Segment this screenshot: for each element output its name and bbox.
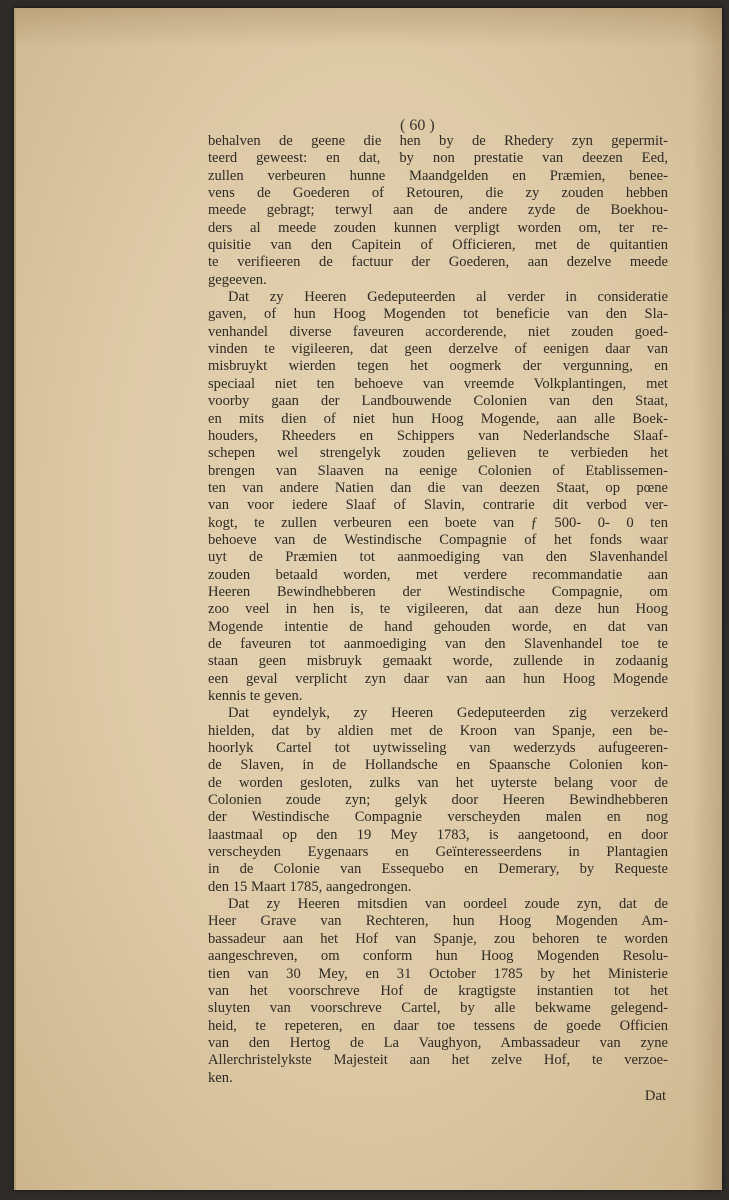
text-line: speciaal niet ten behoeve van vreemde Volkplantingen, met <box>208 375 668 392</box>
text-line: quisitie van den Capitein of Officieren, met de quitantien <box>208 237 668 254</box>
text-line: zouden betaald worden, met verdere recommandatie aan <box>208 566 668 583</box>
text-line: voorby gaan der Landbouwende Colonien van den Staat, <box>208 393 668 410</box>
text-line: en mits dien of niet hun Hoog Mogende, aan alle Boek- <box>208 410 668 427</box>
text-line: Heeren Bewindhebberen der Westindische Compagnie, om <box>208 583 668 600</box>
text-line: hielden, dat by aldien met de Kroon van Spanje, een be- <box>208 722 668 739</box>
text-line: ken. <box>208 1069 233 1086</box>
text-line: Heer Grave van Rechteren, hun Hoog Mogenden Am- <box>208 913 668 930</box>
text-line: van het voorschreve Hof de kragtigste instantien tot het <box>208 982 668 999</box>
text-line: in de Colonie van Essequebo en Demerary, by Requeste <box>208 861 668 878</box>
text-line: vens de Goederen of Retouren, die zy zouden hebben <box>208 185 668 202</box>
text-line: de faveuren tot aanmoediging van den Slavenhandel toe te <box>208 635 668 652</box>
text-line: gaven, of hun Hoog Mogenden tot beneficie van den Sla- <box>208 306 668 323</box>
text-line: zullen verbeuren hunne Maandgelden en Præmien, benee- <box>208 167 668 184</box>
text-line: heid, te repeteren, en daar toe tessens de goede Officien <box>208 1017 668 1034</box>
text-line: misbruykt wierden tegen het oogmerk der vergunning, en <box>208 358 668 375</box>
text-line: behoeve van de Westindische Compagnie of het fonds waar <box>208 531 668 548</box>
text-line: uyt de Præmien tot aanmoediging van den Slavenhandel <box>208 549 668 566</box>
text-line: verscheyden Eygenaars en Geïnteresseerdens in Plantagien <box>208 844 668 861</box>
text-line: de Slaven, in de Hollandsche en Spaansche Colonien kon- <box>208 757 668 774</box>
body-text <box>208 133 668 1087</box>
text-line: ders al meede zouden kunnen verpligt worden om, ter re- <box>208 219 668 236</box>
text-line: te verifieeren de factuur der Goederen, aan dezelve meede <box>208 254 668 271</box>
text-line: zoo veel in hen is, te vigileeren, dat aan deze hun Hoog <box>208 601 668 618</box>
text-line: Dat zy Heeren Gedeputeerden al verder in consideratie <box>228 289 668 306</box>
paper-stain-top <box>16 8 722 48</box>
text-line: een geval verplicht zyn daar van aan hun Hoog Mogende <box>208 670 668 687</box>
text-line: teerd geweest: en dat, by non prestatie van deezen Eed, <box>208 150 668 167</box>
text-line: venhandel diverse faveuren accorderende, niet zouden goed- <box>208 323 668 340</box>
paper-stain-right <box>692 8 722 1190</box>
text-line: tien van 30 Mey, en 31 October 1785 by het Ministerie <box>208 965 668 982</box>
text-line: Dat eyndelyk, zy Heeren Gedeputeerden zig verzekerd <box>228 705 668 722</box>
text-line: kogt, te zullen verbeuren een boete van ƒ 500- 0- 0 ten <box>208 514 668 531</box>
text-line: gegeeven. <box>208 271 267 288</box>
catchword: Dat <box>644 1088 666 1104</box>
text-line: ten van andere Natien dan die van deezen Staat, op pœne <box>208 479 668 496</box>
text-line: Mogende intentie de hand gehouden worde, en dat van <box>208 618 668 635</box>
text-line: den 15 Maart 1785, aangedrongen. <box>208 878 412 895</box>
text-line: Allerchristelykste Majesteit aan het zelve Hof, te verzoe- <box>208 1052 668 1069</box>
text-line: behalven de geene die hen by de Rhedery zyn gepermit- <box>208 133 668 149</box>
text-line: van den Hertog de La Vaughyon, Ambassadeur van zyne <box>208 1034 668 1051</box>
text-line: kennis te geven. <box>208 688 303 704</box>
text-line: laastmaal op den 19 Mey 1783, is aangetoond, en door <box>208 826 668 843</box>
text-line: staan geen misbruyk gemaakt worde, zullende in zodaanig <box>208 653 668 670</box>
text-line: Dat zy Heeren mitsdien van oordeel zoude zyn, dat de <box>228 896 668 913</box>
text-line: de worden gesloten, zulks van het uyterste belang voor de <box>208 774 668 791</box>
text-line: houders, Rheeders en Schippers van Nederlandsche Slaaf- <box>208 427 668 444</box>
text-line: bassadeur aan het Hof van Spanje, zou behoren te worden <box>208 930 668 947</box>
text-line: vinden te vigileeren, dat geen derzelve of eenigen daar van <box>208 341 668 358</box>
text-line: der Westindische Compagnie verscheyden malen en nog <box>208 809 668 826</box>
page-number: ( 60 ) <box>400 117 435 134</box>
text-line: hoorlyk Cartel tot uytwisseling van wederzyds aufugeeren- <box>208 740 668 757</box>
text-line: aangeschreven, om conform hun Hoog Mogenden Resolu- <box>208 948 668 965</box>
text-line: brengen van Slaaven na eenige Colonien of Etablissemen- <box>208 462 668 479</box>
text-line: sluyten van voorschreve Cartel, by alle bekwame gelegend- <box>208 1000 668 1017</box>
text-line: schepen wel strengelyk zouden gelieven te verbieden het <box>208 445 668 462</box>
text-line: meede gebragt; terwyl aan de andere zyde de Boekhou- <box>208 202 668 219</box>
text-line: Colonien zoude zyn; gelyk door Heeren Bewindhebberen <box>208 792 668 809</box>
text-line: van voor iedere Slaaf of Slavin, contrarie dit verbod ver- <box>208 497 668 514</box>
